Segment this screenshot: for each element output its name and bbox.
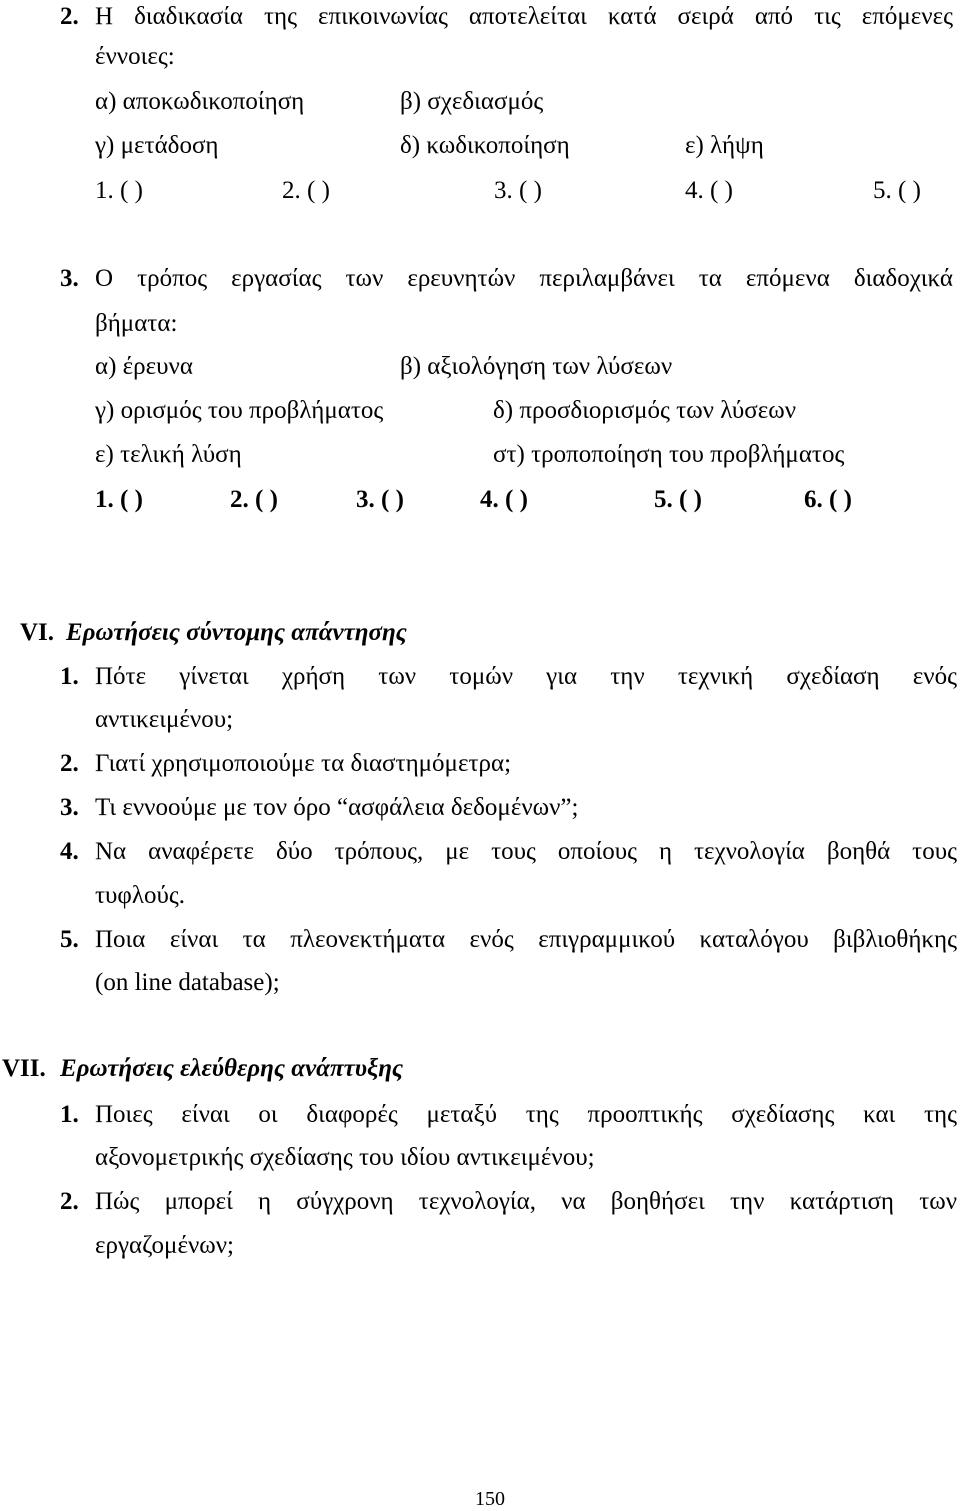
q2-option-b: β) σχεδιασμός — [400, 88, 544, 115]
s7-q2-number: 2. — [60, 1188, 79, 1215]
q2-text-line1: Η διαδικασία της επικοινωνίας αποτελείται κατά σειρά από τις επόμενες — [95, 3, 953, 30]
s6-q3-number: 3. — [60, 794, 79, 821]
s7-q2-line2: εργαζομένων; — [95, 1232, 234, 1259]
s6-q2-number: 2. — [60, 750, 79, 777]
q3-option-d: δ) προσδιορισμός των λύσεων — [493, 397, 797, 424]
q3-answer-slot-5[interactable]: 5. ( ) — [654, 486, 702, 513]
q3-option-f: στ) τροποποίηση του προβλήματος — [493, 441, 845, 468]
s6-q5-number: 5. — [60, 926, 79, 953]
page-number: 150 — [475, 1488, 505, 1510]
q2-option-d: δ) κωδικοποίηση — [400, 132, 570, 159]
q3-option-b: β) αξιολόγηση των λύσεων — [400, 353, 673, 380]
s6-q1-line2: αντικειμένου; — [95, 706, 234, 733]
s7-q1-line2: αξονομετρικής σχεδίασης του ιδίου αντικειμένου; — [95, 1144, 595, 1171]
q3-text-line2: βήματα: — [95, 310, 178, 337]
q2-answer-slot-3[interactable]: 3. ( ) — [494, 177, 542, 204]
s6-q1-number: 1. — [60, 663, 79, 690]
q3-option-a: α) έρευνα — [95, 353, 193, 380]
s6-q3-line1: Τι εννοούμε με τον όρο “ασφάλεια δεδομένων”; — [95, 794, 579, 821]
q3-answer-slot-2[interactable]: 2. ( ) — [230, 486, 278, 513]
q2-answer-slot-4[interactable]: 4. ( ) — [685, 177, 733, 204]
s6-q5-line1: Ποια είναι τα πλεονεκτήματα ενός επιγραμμικού καταλόγου βιβλιοθήκης — [95, 926, 957, 953]
q3-answer-slot-6[interactable]: 6. ( ) — [804, 486, 852, 513]
s6-q5-line2: (on line database); — [95, 969, 280, 996]
section7-roman: VII. — [2, 1055, 46, 1082]
q3-option-c: γ) ορισμός του προβλήματος — [95, 397, 384, 424]
s7-q2-line1: Πώς μπορεί η σύγχρονη τεχνολογία, να βοηθήσει την κατάρτιση των — [95, 1188, 957, 1215]
q3-text-line1: Ο τρόπος εργασίας των ερευνητών περιλαμβάνει τα επόμενα διαδοχικά — [95, 265, 953, 292]
q2-option-a: α) αποκωδικοποίηση — [95, 88, 305, 115]
section6-title: Ερωτήσεις σύντομης απάντησης — [66, 619, 407, 646]
q3-answer-slot-1[interactable]: 1. ( ) — [95, 486, 143, 513]
s6-q4-line1: Να αναφέρετε δύο τρόπους, με τους οποίους η τεχνολογία βοηθά τους — [95, 838, 957, 865]
q2-number: 2. — [60, 3, 79, 30]
s6-q1-line1: Πότε γίνεται χρήση των τομών για την τεχνική σχεδίαση ενός — [95, 663, 957, 690]
s6-q4-number: 4. — [60, 838, 79, 865]
q2-answer-slot-5[interactable]: 5. ( ) — [873, 177, 921, 204]
s7-q1-line1: Ποιες είναι οι διαφορές μεταξύ της προοπτικής σχεδίασης και της — [95, 1101, 957, 1128]
q2-option-c: γ) μετάδοση — [95, 132, 219, 159]
section6-roman: VI. — [20, 619, 55, 646]
q3-answer-slot-4[interactable]: 4. ( ) — [480, 486, 528, 513]
q3-number: 3. — [60, 265, 79, 292]
q2-answer-slot-2[interactable]: 2. ( ) — [282, 177, 330, 204]
s6-q4-line2: τυφλούς. — [95, 882, 186, 909]
s7-q1-number: 1. — [60, 1101, 79, 1128]
q2-text-line2: έννοιες: — [95, 43, 175, 70]
section7-title: Ερωτήσεις ελεύθερης ανάπτυξης — [60, 1055, 404, 1082]
q3-answer-slot-3[interactable]: 3. ( ) — [356, 486, 404, 513]
q3-option-e: ε) τελική λύση — [95, 441, 242, 468]
q2-option-e: ε) λήψη — [685, 132, 764, 159]
q2-answer-slot-1[interactable]: 1. ( ) — [95, 177, 143, 204]
s6-q2-line1: Γιατί χρησιμοποιούμε τα διαστημόμετρα; — [95, 750, 512, 777]
